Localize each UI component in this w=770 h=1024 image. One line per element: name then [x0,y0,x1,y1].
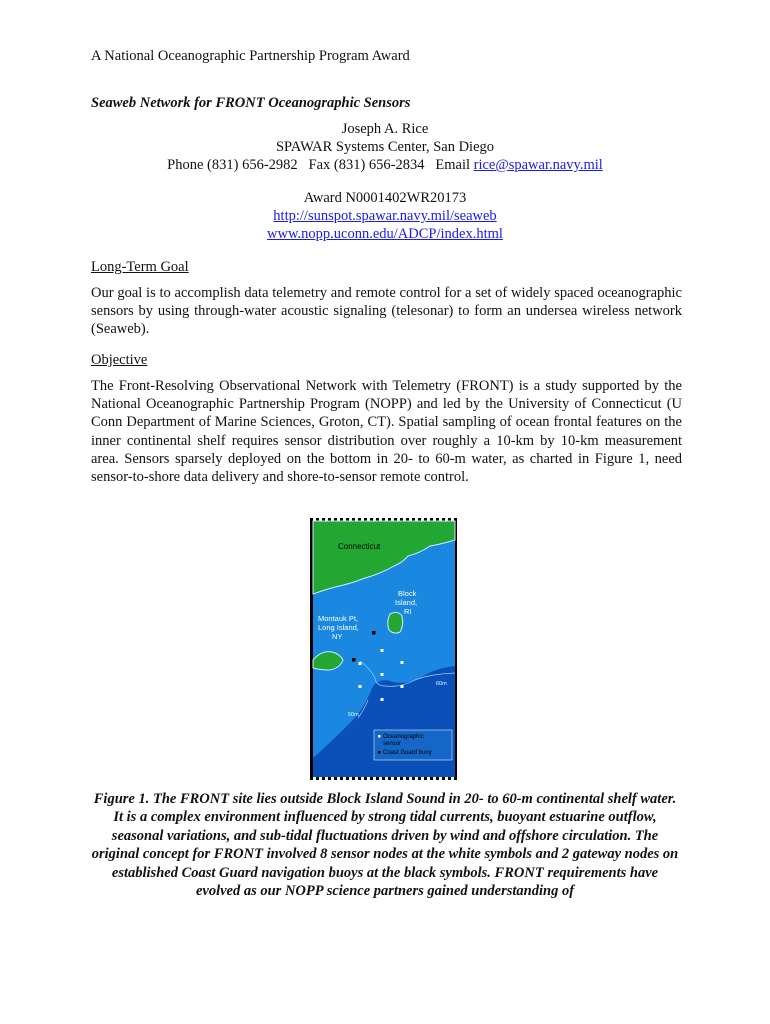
award-block [91,189,679,243]
map-legend [374,730,452,760]
label-montauk-3: NY [332,632,343,641]
sensor-node [401,661,404,664]
sensor-node [359,685,362,688]
award-number: Award N0001402WR20173 [303,190,467,206]
front-site-map [310,518,458,780]
figure-caption: Figure 1. The FRONT site lies outside Block Island Sound in 20- to 60-m continental shelf water. It is a complex environment influenced by strong tidal currents, buoyant estuarine outflow, seasonal variations, and sub-tidal fluctuations driven by wind and offshore circulation. The original concept for FRONT involved 8 sensor nodes at the white symbols and 2 gateway nodes on established Coast Guard navigation buoys at the black symbols. FRONT requirements have evolved as our NOPP science partners gained understanding of [91,791,679,900]
objective-heading: Objective [91,352,148,368]
buoy-node [372,631,376,635]
sensor-node [381,698,384,701]
label-montauk-2: Long Island, [318,623,359,632]
author-contact [91,156,679,174]
author-name: Joseph A. Rice [341,121,429,137]
author-block [91,120,679,174]
goal-heading: Long-Term Goal [91,259,189,275]
legend-buoy-symbol [378,751,381,754]
email-link[interactable]: rice@spawar.navy.mil [473,157,603,173]
sensor-node [401,685,404,688]
legend-sensor-symbol [378,735,381,738]
sensor-node [381,649,384,652]
label-montauk-1: Montauk Pt, [318,614,359,623]
document-title: Seaweb Network for FRONT Oceanographic Sensors [91,95,411,111]
legend-sensor-label-2: sensor [383,741,402,747]
seaweb-link[interactable]: http://sunspot.spawar.navy.mil/seaweb [273,208,497,224]
author-affiliation: SPAWAR Systems Center, San Diego [275,139,495,155]
label-block-1: Block [398,589,417,598]
contact-numbers: Phone (831) 656-2982 Fax (831) 656-2834 Email [167,157,474,173]
sensor-node [359,662,362,665]
objective-paragraph: The Front-Resolving Observational Network with Telemetry (FRONT) is a study supported by the National Oceanographic Partnership Program (NOPP) and led by the University of Connecticut (U Conn Department of Marine Sciences, Groton, CT). Spatial sampling of ocean frontal features on the inner continental shelf requires sensor distribution over roughly a 10-km by 10-km measurement area. Sensors sparsely deployed on the bottom in 20- to 60-m water, as charted in Figure 1, need sensor-to-shore data delivery and shore-to-sensor remote control. [91,378,682,486]
block-island-land [388,612,403,633]
sensor-node [381,673,384,676]
buoy-node [352,658,356,662]
nopp-link[interactable]: www.nopp.uconn.edu/ADCP/index.html [267,226,503,242]
label-depth-50: 50m [348,712,359,718]
program-header: A National Oceanographic Partnership Program Award [91,48,410,64]
label-block-2: Island, [395,598,418,607]
label-connecticut: Connecticut [338,542,381,551]
label-block-3: RI [404,607,412,616]
label-depth-60: 60m [436,681,447,687]
goal-paragraph: Our goal is to accomplish data telemetry and remote control for a set of widely spaced oceanographic sensors by using through-water acoustic signaling (telesonar) to form an undersea wireless network (Seaweb). [91,285,682,338]
legend-buoy-label: Coast Guard buoy [383,750,432,756]
legend-sensor-label-1: Oceanographic [383,734,424,740]
map-figure [310,518,458,780]
